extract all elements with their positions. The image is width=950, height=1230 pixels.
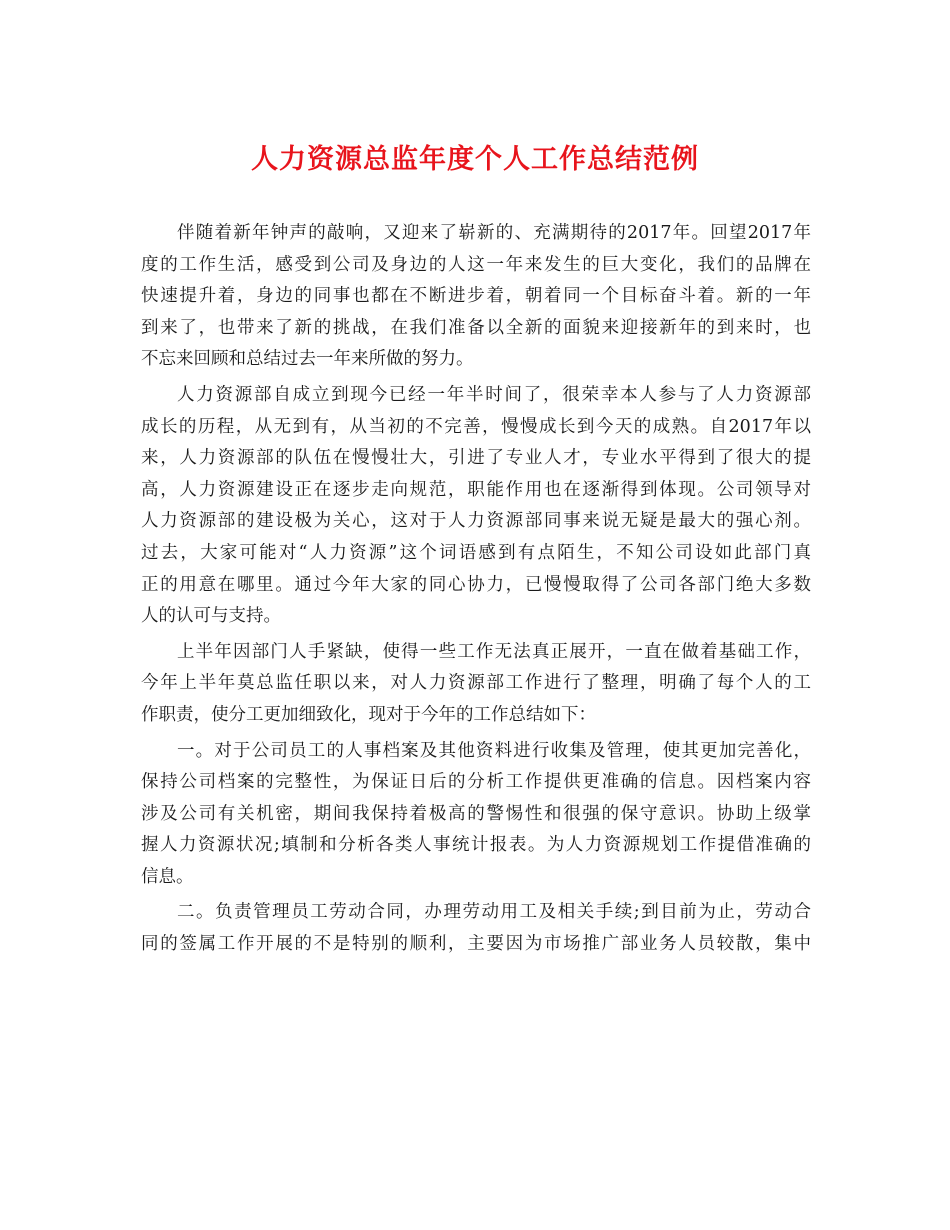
text-line: 一。对于公司员工的人事档案及其他资料进行收集及管理，使其更加完善化， — [177, 740, 811, 761]
text-line: 信息。 — [141, 866, 194, 887]
paragraph — [141, 637, 811, 732]
paragraph — [141, 380, 811, 633]
paragraph — [141, 736, 811, 894]
text-line: 同的签属工作开展的不是特别的顺利，主要因为市场推广部业务人员较散，集中 — [141, 934, 811, 955]
text-line: 人的认可与支持。 — [141, 606, 281, 627]
paragraph — [141, 897, 811, 960]
text-line: 涉及公司有关机密，期间我保持着极高的警惕性和很强的保守意识。协助上级掌 — [141, 803, 811, 824]
text-line: 高，人力资源建设正在逐步走向规范，职能作用也在逐渐得到体现。公司领导对 — [141, 479, 811, 500]
text-line: 握人力资源状况;填制和分析各类人事统计报表。为人力资源规划工作提借准确的 — [141, 835, 811, 856]
text-line: 度的工作生活，感受到公司及身边的人这一年来发生的巨大变化，我们的品牌在 — [141, 254, 811, 275]
text-line: 人力资源部自成立到现今已经一年半时间了，很荣幸本人参与了人力资源部 — [177, 384, 811, 405]
text-line: 今年上半年莫总监任职以来，对人力资源部工作进行了整理，明确了每个人的工 — [141, 673, 811, 694]
text-line: 正的用意在哪里。通过今年大家的同心协力，已慢慢取得了公司各部门绝大多数 — [141, 574, 811, 595]
text-line: 上半年因部门人手紧缺，使得一些工作无法真正展开，一直在做着基础工作， — [177, 641, 811, 662]
text-line: 来，人力资源部的队伍在慢慢壮大，引进了专业人才，专业水平得到了很大的提 — [141, 448, 811, 469]
text-line: 二。负责管理员工劳动合同，办理劳动用工及相关手续;到目前为止，劳动合 — [177, 902, 811, 923]
text-line: 伴随着新年钟声的敲响，又迎来了崭新的、充满期待的2017年。回望2017年 — [177, 223, 811, 243]
text-line: 到来了，也带来了新的挑战，在我们准备以全新的面貌来迎接新年的到来时，也 — [141, 317, 811, 338]
document-body — [141, 218, 811, 965]
text-line: 不忘来回顾和总结过去一年来所做的努力。 — [141, 349, 474, 370]
text-line: 保持公司档案的完整性，为保证日后的分析工作提供更准确的信息。因档案内容 — [141, 772, 811, 793]
text-line: 过去，大家可能对“人力资源”这个词语感到有点陌生，不知公司设如此部门真 — [141, 542, 811, 563]
text-line: 人力资源部的建设极为关心，这对于人力资源部同事来说无疑是最大的强心剂。 — [141, 511, 811, 532]
text-line: 作职责，使分工更加细致化，现对于今年的工作总结如下： — [141, 704, 596, 725]
text-line: 快速提升着，身边的同事也都在不断进步着，朝着同一个目标奋斗着。新的一年 — [141, 286, 811, 307]
document-title: 人力资源总监年度个人工作总结范例 — [251, 144, 699, 175]
paragraph — [141, 218, 811, 376]
text-line: 成长的历程，从无到有，从当初的不完善，慢慢成长到今天的成熟。自2017年以 — [141, 416, 811, 437]
